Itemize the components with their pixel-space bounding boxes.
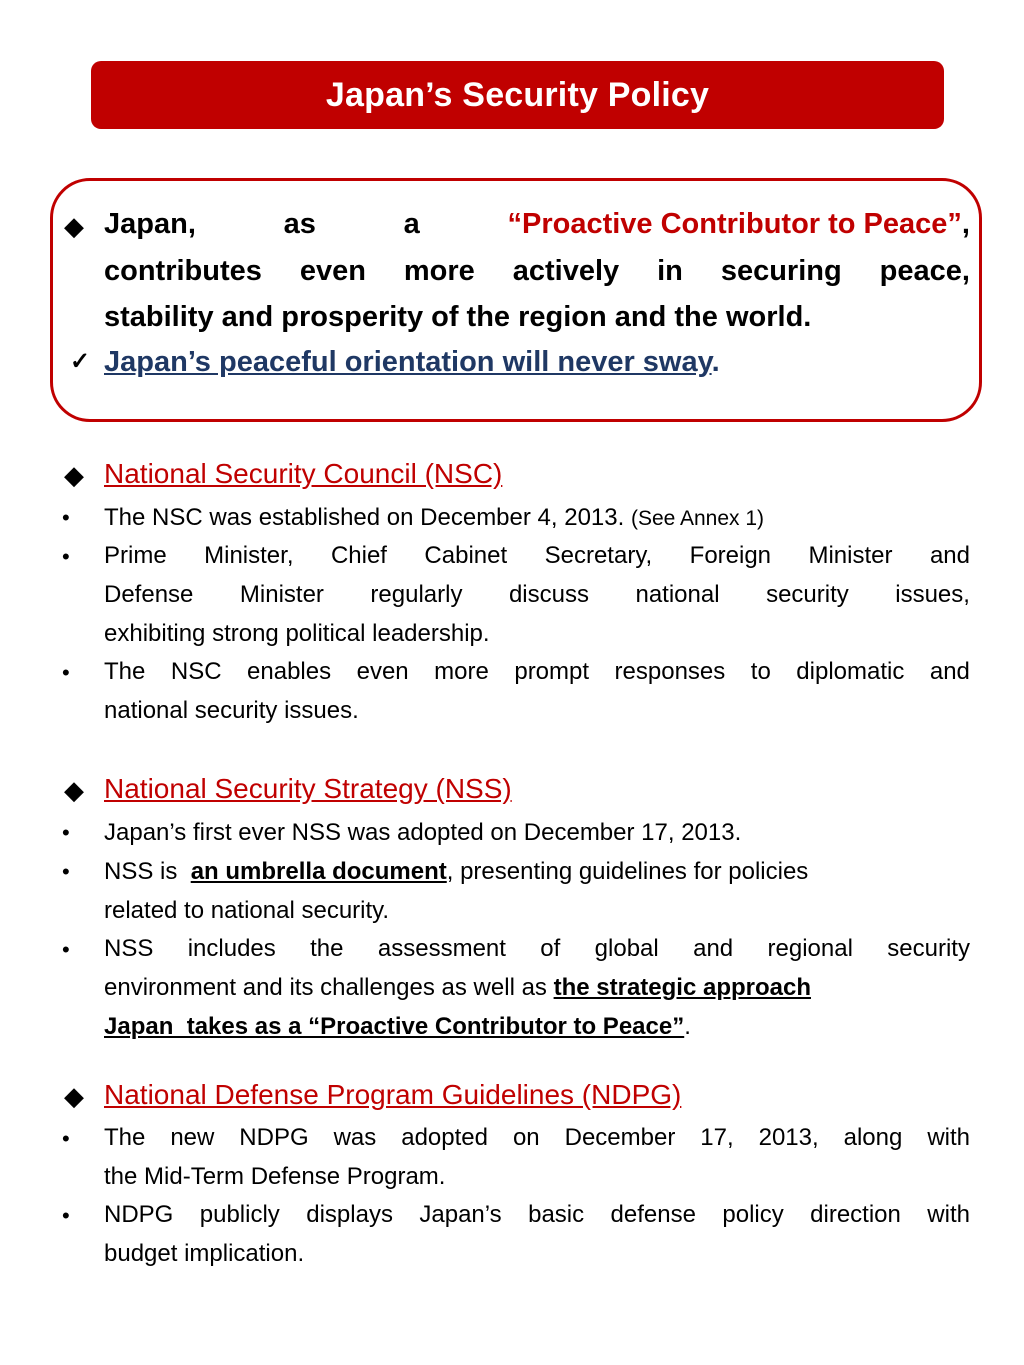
bullet-icon: •: [62, 1126, 70, 1151]
peaceful-orientation: Japan’s peaceful orientation will never sway.: [104, 346, 720, 378]
nsc-bullet-2-line-3: exhibiting strong political leadership.: [104, 620, 490, 647]
nsc-bullet-1: The NSC was established on December 4, 2013. (See Annex 1): [104, 504, 765, 531]
nsc-heading: National Security Council (NSC): [104, 458, 503, 489]
bullet-icon: •: [62, 505, 70, 530]
ndpg-bullet-1-line-1: The new NDPG was adopted on December 17, 2013, along with: [104, 1124, 970, 1151]
nss-bullet-2-line-1: NSS is an umbrella document, presenting guidelines for policies: [104, 858, 809, 885]
intro-word: a: [403, 208, 420, 240]
diamond-bullet-icon: ◆: [64, 211, 84, 241]
checkmark-icon: ✓: [70, 348, 91, 375]
intro-word: actively: [512, 255, 620, 287]
intro-word: peace,: [879, 255, 970, 287]
intro-word: more: [403, 255, 475, 287]
ndpg-heading: National Defense Program Guidelines (NDPG): [104, 1079, 682, 1110]
bullet-icon: •: [62, 859, 70, 884]
intro-line-3: stability and prosperity of the region and the world.: [104, 301, 812, 333]
ndpg-bullet-2-line-1: NDPG publicly displays Japan’s basic defense policy direction with: [104, 1201, 970, 1228]
bullet-icon: •: [62, 820, 70, 845]
intro-quote: “Proactive Contributor to Peace”,: [507, 208, 970, 240]
nss-bullet-3-line-2: environment and its challenges as well as the strategic approach: [104, 974, 811, 1001]
umbrella-document: an umbrella document: [190, 858, 447, 885]
title-banner: [91, 61, 944, 129]
nss-heading: National Security Strategy (NSS): [104, 773, 512, 804]
nsc-bullet-3-line-1: The NSC enables even more prompt responses to diplomatic and: [104, 658, 970, 685]
ndpg-bullet-1-line-2: the Mid-Term Defense Program.: [104, 1163, 446, 1190]
nss-bullet-2-line-2: related to national security.: [104, 897, 390, 924]
intro-word: as: [283, 208, 316, 240]
ndpg-bullet-2-line-2: budget implication.: [104, 1240, 305, 1267]
nsc-bullet-2-line-1: Prime Minister, Chief Cabinet Secretary, Foreign Minister and: [104, 542, 970, 569]
bullet-icon: •: [62, 544, 70, 569]
intro-line-1: [104, 208, 970, 241]
strategic-approach: the strategic approach: [553, 974, 811, 1001]
nss-bullet-3-line-1: NSS includes the assessment of global and regional security: [104, 935, 970, 962]
page-title: Japan’s Security Policy: [325, 75, 710, 114]
nsc-bullet-3-line-2: national security issues.: [104, 697, 359, 724]
diamond-bullet-icon: ◆: [64, 1081, 84, 1111]
nsc-bullet-2-line-2: Defense Minister regularly discuss national security issues,: [104, 581, 970, 608]
intro-word: Japan,: [104, 208, 196, 240]
bullet-icon: •: [62, 1203, 70, 1228]
intro-word: in: [657, 255, 683, 287]
diamond-bullet-icon: ◆: [64, 460, 84, 490]
intro-word: contributes: [104, 255, 262, 287]
nss-bullet-1: Japan’s first ever NSS was adopted on December 17, 2013.: [104, 819, 742, 846]
intro-line-2: [104, 255, 970, 288]
intro-word: even: [299, 255, 366, 287]
bullet-icon: •: [62, 660, 70, 685]
bullet-icon: •: [62, 937, 70, 962]
nss-bullet-3-line-3: Japan takes as a “Proactive Contributor to Peace”.: [104, 1013, 691, 1040]
intro-word: securing: [720, 255, 842, 287]
diamond-bullet-icon: ◆: [64, 775, 84, 805]
